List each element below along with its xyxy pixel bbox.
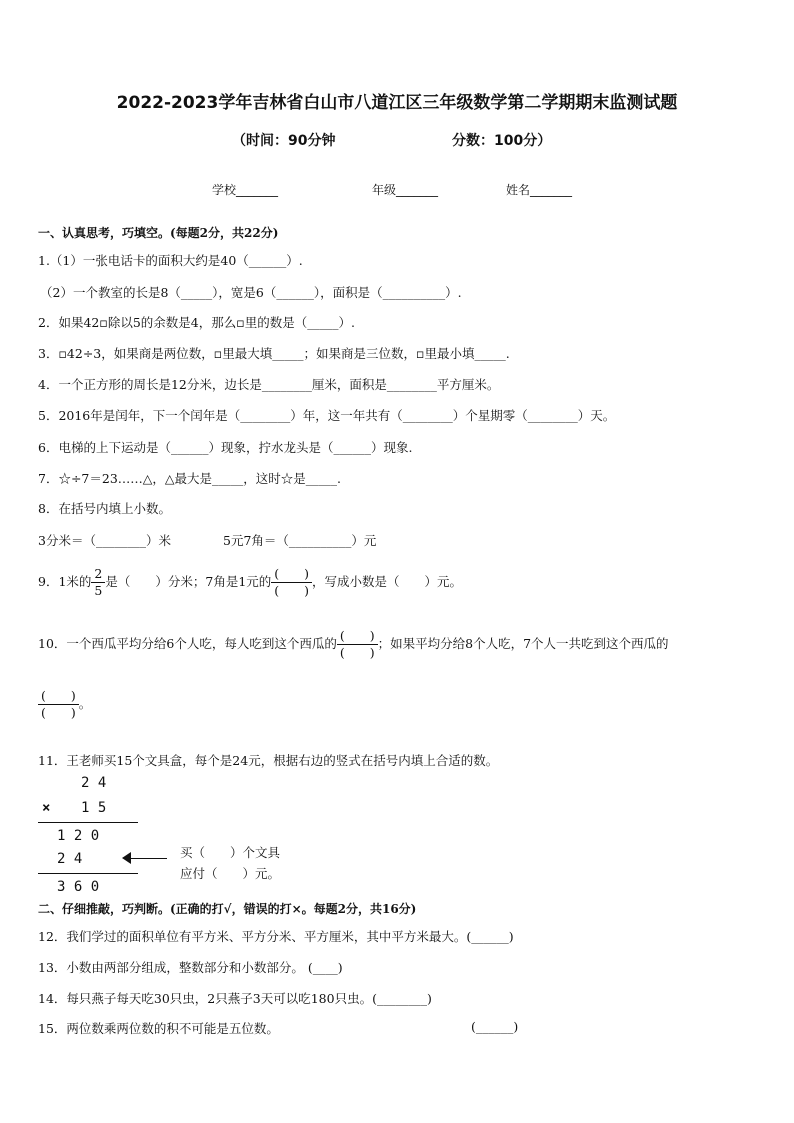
vm-note-2: 应付（ ）元。 bbox=[180, 866, 281, 881]
fraction-two-fifths bbox=[91, 566, 105, 599]
question-10-cont bbox=[38, 688, 91, 721]
vm-note-1: 买（ ）个文具 bbox=[180, 845, 281, 860]
question-15: 15．两位数乘两位数的积不可能是五位数。 bbox=[38, 1021, 279, 1036]
question-9-prefix: 9．1米的 bbox=[38, 574, 92, 589]
school-field[interactable]: 学校_______ bbox=[212, 183, 279, 197]
question-8a: 3分米＝（________）米 bbox=[38, 533, 171, 548]
question-1a: 1.（1）一张电话卡的面积大约是40（______）. bbox=[38, 253, 303, 268]
name-field[interactable]: 姓名_______ bbox=[506, 183, 573, 197]
vm-row-3: 1 2 0 bbox=[57, 828, 100, 844]
question-10 bbox=[38, 628, 669, 661]
fraction-blank bbox=[38, 688, 79, 721]
question-8: 8．在括号内填上小数。 bbox=[38, 501, 171, 516]
fraction-numerator: ( ) bbox=[337, 628, 378, 645]
arrow-head-icon bbox=[122, 852, 131, 864]
vm-divider-1 bbox=[38, 822, 138, 823]
question-10-prefix: 10．一个西瓜平均分给6个人吃，每人吃到这个西瓜的 bbox=[38, 636, 337, 651]
vm-row-5: 3 6 0 bbox=[57, 879, 100, 895]
fraction-numerator: ( ) bbox=[38, 688, 79, 705]
question-10-end: 。 bbox=[78, 696, 92, 711]
answer-blank-15[interactable]: (______) bbox=[471, 1019, 519, 1034]
question-1b: （2）一个教室的长是8（_____），宽是6（______），面积是（__________）. bbox=[40, 285, 462, 300]
question-13: 13．小数由两部分组成，整数部分和小数部分。 (____) bbox=[38, 960, 343, 975]
section-2-title: 二、仔细推敲，巧判断。(正确的打√，错误的打×。每题2分，共16分) bbox=[38, 902, 417, 916]
times-icon: × bbox=[42, 800, 51, 816]
question-14: 14．每只燕子每天吃30只虫，2只燕子3天可以吃180只虫。(________) bbox=[38, 991, 432, 1006]
arrow-left-icon bbox=[127, 858, 167, 859]
question-5: 5．2016年是闰年，下一个闰年是（________）年，这一年共有（________）个星期零（________）天。 bbox=[38, 408, 616, 423]
question-9-middle: 是（ ）分米；7角是1元的 bbox=[105, 574, 272, 589]
fraction-blank bbox=[271, 566, 312, 599]
question-4: 4．一个正方形的周长是12分米，边长是________厘米，面积是________平方厘米。 bbox=[38, 377, 500, 392]
question-10-suffix: ；如果平均分给8个人吃，7个人一共吃到这个西瓜的 bbox=[377, 636, 669, 651]
grade-field[interactable]: 年级_______ bbox=[372, 183, 439, 197]
fraction-denominator: ( ) bbox=[41, 705, 76, 720]
question-12: 12．我们学过的面积单位有平方米、平方分米、平方厘米，其中平方米最大。(______) bbox=[38, 929, 514, 944]
question-9 bbox=[38, 566, 462, 599]
vm-row-1: 2 4 bbox=[81, 775, 107, 791]
page-title: 2022-2023学年吉林省白山市八道江区三年级数学第二学期期末监测试题 bbox=[116, 93, 678, 113]
exam-score: 分数：100分） bbox=[452, 133, 552, 149]
fraction-numerator: ( ) bbox=[271, 566, 312, 583]
question-6: 6．电梯的上下运动是（______）现象，拧水龙头是（______）现象. bbox=[38, 440, 413, 455]
vm-row-4: 2 4 bbox=[57, 851, 83, 867]
fraction-denominator: 5 bbox=[94, 583, 103, 598]
section-1-title: 一、认真思考，巧填空。(每题2分，共22分) bbox=[38, 226, 279, 240]
question-3: 3．▫42÷3，如果商是两位数，▫里最大填_____；如果商是三位数，▫里最小填_____. bbox=[38, 346, 510, 361]
fraction-blank bbox=[337, 628, 378, 661]
vm-divider-2 bbox=[38, 873, 138, 874]
fraction-numerator: 2 bbox=[91, 566, 105, 583]
fraction-denominator: ( ) bbox=[274, 583, 310, 598]
question-9-suffix: ，写成小数是（ ）元。 bbox=[312, 574, 463, 589]
exam-time: （时间：90分钟 bbox=[232, 133, 336, 149]
question-7: 7．☆÷7＝23……△，△最大是_____，这时☆是_____. bbox=[38, 471, 341, 486]
question-2: 2．如果42▫除以5的余数是4，那么▫里的数是（_____）. bbox=[38, 315, 355, 330]
question-8b: 5元7角＝（__________）元 bbox=[223, 533, 377, 548]
vm-row-2: 1 5 bbox=[81, 800, 107, 816]
question-11: 11．王老师买15个文具盒，每个是24元，根据右边的竖式在括号内填上合适的数。 bbox=[38, 753, 499, 768]
fraction-denominator: ( ) bbox=[339, 645, 375, 660]
